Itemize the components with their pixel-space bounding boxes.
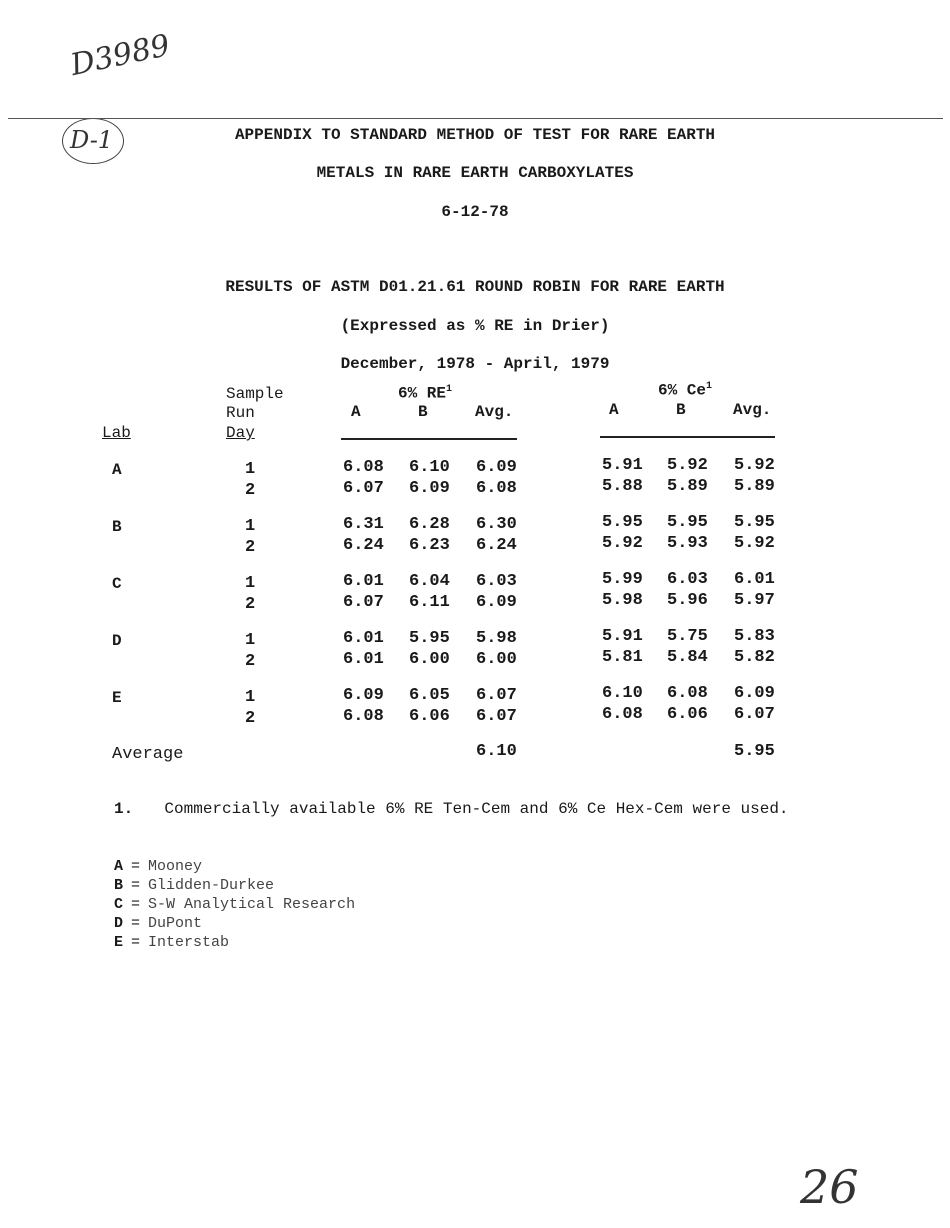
- cell-ce-a: 5.91: [602, 456, 643, 475]
- col-header-sample: Sample: [226, 385, 284, 403]
- cell-ce-avg: 5.95: [734, 513, 775, 532]
- cell-re-b: 6.10: [409, 458, 450, 477]
- lab-code: B: [112, 518, 122, 536]
- top-rule: [8, 118, 943, 119]
- lab-key-code: C: [114, 896, 124, 913]
- lab-key-item: [114, 934, 229, 951]
- cell-ce-b: 6.06: [667, 705, 708, 724]
- lab-key-sep: =: [131, 896, 141, 913]
- cell-re-avg: 6.24: [476, 536, 517, 555]
- group-header-re-footnote: 1: [446, 384, 453, 395]
- cell-ce-b: 5.92: [667, 456, 708, 475]
- lab-key-name: Interstab: [148, 934, 230, 951]
- run-day: 1: [245, 517, 256, 536]
- cell-ce-a: 6.08: [602, 705, 643, 724]
- lab-key-name: S-W Analytical Research: [148, 896, 356, 913]
- lab-code: C: [112, 575, 122, 593]
- appendix-title-line2: METALS IN RARE EARTH CARBOXYLATES: [316, 164, 634, 182]
- cell-ce-b: 5.96: [667, 591, 708, 610]
- cell-ce-avg: 6.07: [734, 705, 775, 724]
- lab-key-code: E: [114, 934, 124, 951]
- cell-re-avg: 5.98: [476, 629, 517, 648]
- cell-re-avg: 6.08: [476, 479, 517, 498]
- cell-re-b: 6.09: [409, 479, 450, 498]
- group-header-re-label: 6% RE: [398, 384, 447, 403]
- run-day: 1: [245, 574, 256, 593]
- handwritten-doc-number: D3989: [67, 27, 173, 84]
- cell-re-a: 6.07: [343, 593, 384, 612]
- appendix-title-line1: APPENDIX TO STANDARD METHOD OF TEST FOR RARE EARTH: [234, 126, 716, 144]
- run-day: 2: [245, 538, 256, 557]
- cell-re-a: 6.09: [343, 686, 384, 705]
- run-day: 1: [245, 631, 256, 650]
- cell-ce-b: 5.93: [667, 534, 708, 553]
- cell-ce-b: 5.75: [667, 627, 708, 646]
- lab-key-item: [114, 915, 202, 932]
- cell-re-a: 6.01: [343, 572, 384, 591]
- cell-re-avg: 6.07: [476, 707, 517, 726]
- ce-header-rule: [600, 436, 775, 438]
- col-header-run: Run: [226, 404, 255, 422]
- lab-key-code: B: [114, 877, 124, 894]
- col-header-ce-avg: Avg.: [733, 401, 772, 419]
- cell-ce-b: 5.89: [667, 477, 708, 496]
- lab-code: A: [112, 461, 122, 479]
- footnote-text: Commercially available 6% RE Ten-Cem and 6% Ce Hex-Cem were used.: [164, 800, 789, 818]
- lab-key-code: D: [114, 915, 124, 932]
- lab-key-name: Mooney: [148, 858, 203, 875]
- group-header-ce: [658, 381, 712, 399]
- cell-re-a: 6.31: [343, 515, 384, 534]
- lab-key-name: DuPont: [148, 915, 203, 932]
- col-header-ce-a: A: [609, 401, 619, 419]
- cell-ce-b: 6.08: [667, 684, 708, 703]
- lab-key-item: [114, 896, 355, 913]
- cell-re-a: 6.01: [343, 629, 384, 648]
- cell-ce-b: 5.84: [667, 648, 708, 667]
- col-header-re-a: A: [351, 403, 361, 421]
- handwritten-page-number: 26: [800, 1160, 859, 1214]
- average-ce: 5.95: [734, 742, 775, 761]
- cell-re-a: 6.01: [343, 650, 384, 669]
- appendix-date: 6-12-78: [441, 203, 509, 221]
- cell-re-b: 5.95: [409, 629, 450, 648]
- cell-ce-a: 5.95: [602, 513, 643, 532]
- run-day: 2: [245, 481, 256, 500]
- group-header-ce-footnote: 1: [706, 381, 713, 392]
- lab-code: E: [112, 689, 122, 707]
- col-header-re-avg: Avg.: [475, 403, 514, 421]
- group-header-ce-label: 6% Ce: [658, 381, 707, 400]
- cell-re-a: 6.07: [343, 479, 384, 498]
- cell-re-b: 6.23: [409, 536, 450, 555]
- cell-re-avg: 6.09: [476, 593, 517, 612]
- lab-key-code: A: [114, 858, 124, 875]
- cell-re-b: 6.04: [409, 572, 450, 591]
- cell-ce-avg: 5.89: [734, 477, 775, 496]
- cell-re-b: 6.11: [409, 593, 450, 612]
- run-day: 1: [245, 460, 256, 479]
- lab-code: D: [112, 632, 122, 650]
- run-day: 2: [245, 595, 256, 614]
- cell-re-avg: 6.09: [476, 458, 517, 477]
- col-header-lab: Lab: [102, 424, 131, 442]
- run-day: 2: [245, 652, 256, 671]
- cell-re-b: 6.28: [409, 515, 450, 534]
- run-day: 1: [245, 688, 256, 707]
- cell-ce-avg: 5.83: [734, 627, 775, 646]
- results-period: December, 1978 - April, 1979: [340, 355, 610, 373]
- average-label: Average: [112, 745, 184, 764]
- cell-re-b: 6.06: [409, 707, 450, 726]
- cell-ce-a: 5.98: [602, 591, 643, 610]
- cell-re-avg: 6.00: [476, 650, 517, 669]
- average-re: 6.10: [476, 742, 517, 761]
- col-header-ce-b: B: [676, 401, 686, 419]
- cell-re-b: 6.05: [409, 686, 450, 705]
- handwritten-page-mark: D-1: [70, 126, 114, 154]
- cell-ce-a: 5.88: [602, 477, 643, 496]
- col-header-re-b: B: [418, 403, 428, 421]
- lab-key-sep: =: [131, 915, 141, 932]
- lab-key-name: Glidden-Durkee: [148, 877, 275, 894]
- cell-ce-avg: 6.09: [734, 684, 775, 703]
- cell-ce-a: 5.81: [602, 648, 643, 667]
- cell-re-a: 6.08: [343, 707, 384, 726]
- results-subtitle: (Expressed as % RE in Drier): [340, 317, 610, 335]
- results-title: RESULTS OF ASTM D01.21.61 ROUND ROBIN FOR RARE EARTH: [225, 278, 725, 296]
- lab-key-item: [114, 858, 202, 875]
- cell-ce-a: 6.10: [602, 684, 643, 703]
- re-header-rule: [341, 438, 517, 440]
- cell-re-a: 6.24: [343, 536, 384, 555]
- cell-re-avg: 6.03: [476, 572, 517, 591]
- cell-ce-avg: 5.97: [734, 591, 775, 610]
- cell-ce-a: 5.99: [602, 570, 643, 589]
- lab-key-sep: =: [131, 858, 141, 875]
- group-header-re: [398, 384, 452, 402]
- cell-ce-avg: 6.01: [734, 570, 775, 589]
- lab-key-sep: =: [131, 877, 141, 894]
- cell-ce-avg: 5.92: [734, 534, 775, 553]
- cell-ce-a: 5.92: [602, 534, 643, 553]
- footnote: [114, 800, 789, 818]
- cell-ce-b: 5.95: [667, 513, 708, 532]
- cell-re-b: 6.00: [409, 650, 450, 669]
- footnote-number: 1.: [114, 800, 134, 818]
- cell-re-avg: 6.30: [476, 515, 517, 534]
- col-header-day: Day: [226, 424, 255, 442]
- cell-ce-b: 6.03: [667, 570, 708, 589]
- cell-ce-avg: 5.92: [734, 456, 775, 475]
- cell-re-avg: 6.07: [476, 686, 517, 705]
- cell-ce-a: 5.91: [602, 627, 643, 646]
- lab-key-item: [114, 877, 274, 894]
- cell-ce-avg: 5.82: [734, 648, 775, 667]
- lab-key-sep: =: [131, 934, 141, 951]
- cell-re-a: 6.08: [343, 458, 384, 477]
- run-day: 2: [245, 709, 256, 728]
